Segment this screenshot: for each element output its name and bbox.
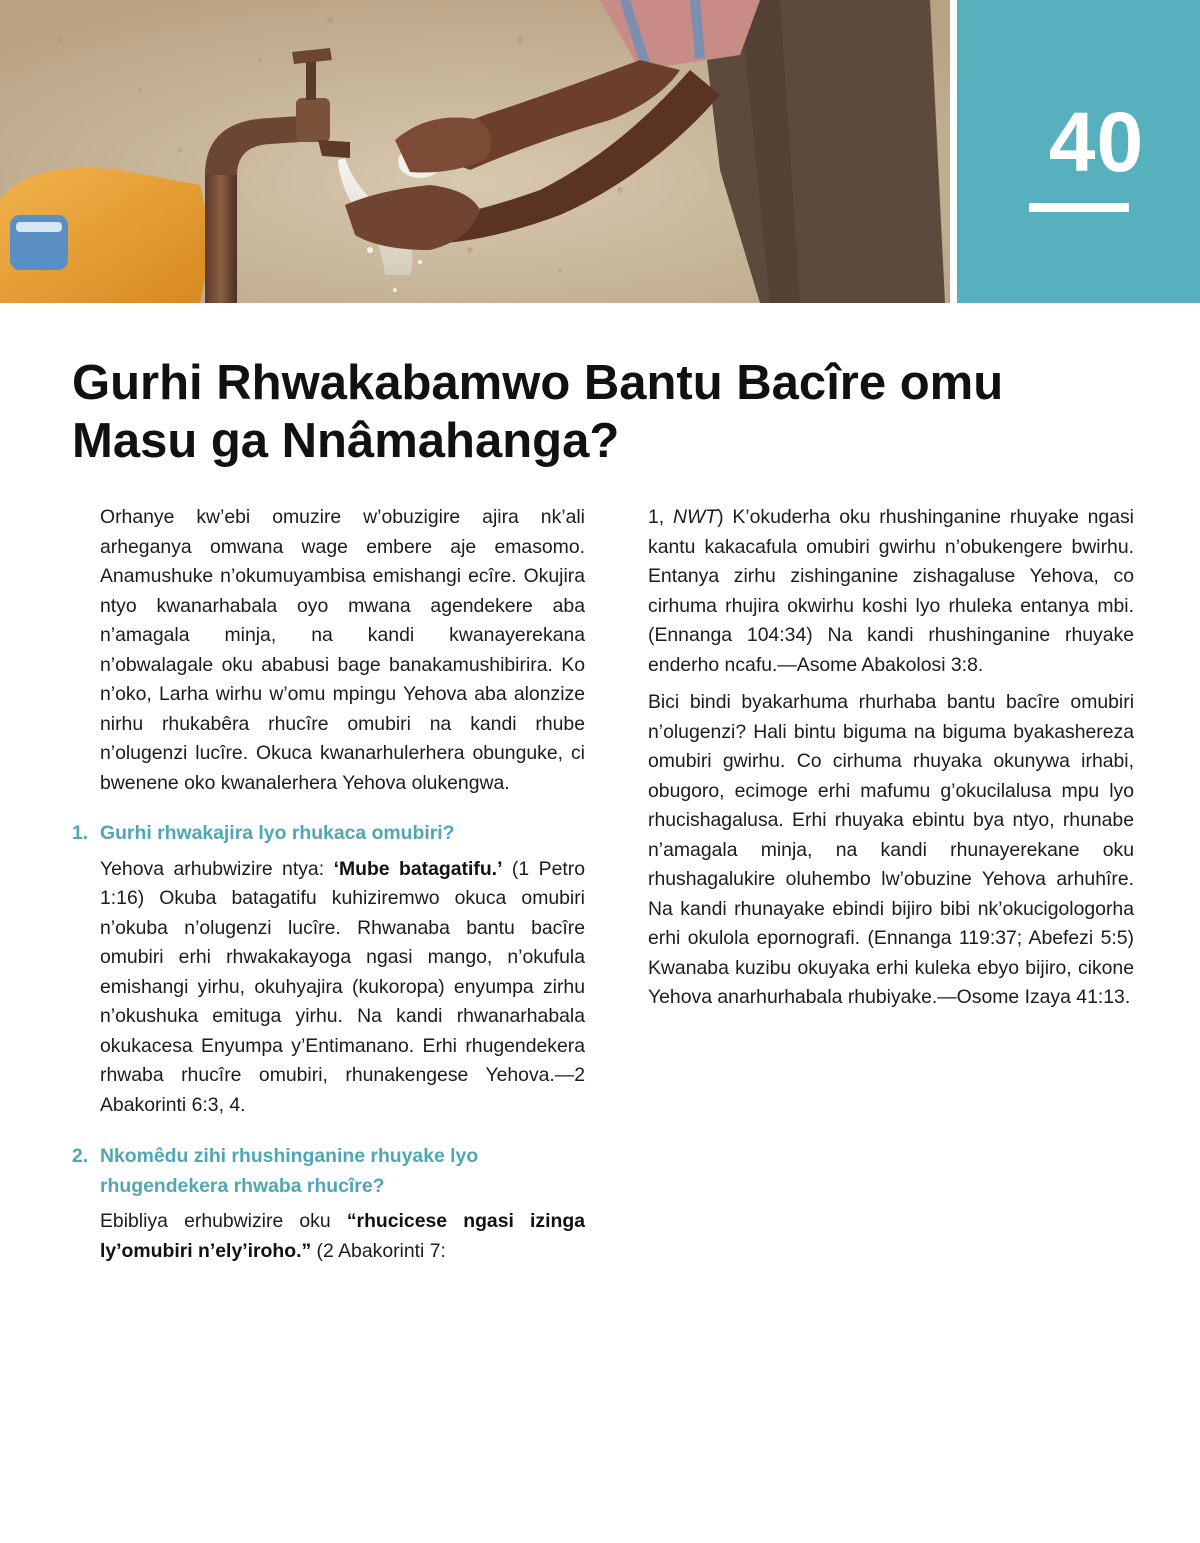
answer-1-quote: ‘Mube batagatifu.’ [333, 857, 503, 880]
answer-2-continuation [648, 503, 1134, 680]
answer-1-lead: Yehova arhubwizire ntya: [100, 857, 334, 880]
hands-washing-photo-illustration [0, 0, 950, 303]
answer-2-rest: (2 Abakorinti 7: [311, 1239, 446, 1262]
answer-1 [72, 855, 585, 1121]
page-title: Gurhi Rhwakabamwo Bantu Bacîre omu Masu ga Nnâmahanga? [72, 356, 1004, 468]
answer-2 [72, 1207, 585, 1266]
question-1-number: 1. [72, 822, 89, 844]
question-1-text: Gurhi rhwakajira lyo rhukaca omubiri? [100, 822, 455, 844]
answer-2-quote: “rhucicese ngasi izinga ly’omubiri n’ely’iroho.” [100, 1210, 585, 1262]
answer-2-lead: Ebibliya erhubwizire oku [100, 1210, 347, 1232]
continuation-end: ) K’okuderha oku rhushinganine rhuyake ngasi kantu kakacafula omubiri gwirhu n’obukengere bwirhu. Entanya zirhu zishinganine zishagaluse Yehova, co cirhuma rhujira okwirhu koshi lyo rhuleka entanya mbi. (Ennanga 104:34) Na kandi rhushinganine rhuyake enderho ncafu.—Asome Abakolosi 3:8. [648, 506, 1134, 676]
left-column [72, 503, 585, 1266]
chapter-rule [1029, 203, 1129, 212]
bible-version-label: NWT [672, 506, 718, 528]
answer-1-rest: (1 Petro 1:16) Okuba batagatifu kuhiziremwo okuca omubiri n’okuba n’olugenzi lucîre. Rhwanaba bantu bacîre omubiri erhi rhwakakayoga ngasi mango, n’okufula emishangi yirhu, okuhyajira (kukoropa) enyumpa zirhu n’okushuka emituga yirhu. Na kandi rhwanarhabala okukacesa Enyumpa y’Entimanano. Erhi rhugendekera rhwaba rhucîre omubiri, rhunakengese Yehova.—2 Abakorinti 6:3, 4. [100, 857, 585, 1116]
intro-paragraph: Orhanye kw’ebi omuzire w’obuzigire ajira nk’ali arheganya omwana wage embere aje emasomo. Anamushuke n’okumuyambisa emishangi ecîre. Okujira ntyo kwanarhabala oyo mwana agendekere aba n’amagala minja, na kandi kwanayerekana n’obwalagale oku ababusi bage banakamushibirira. Ko n’oko, Larha wirhu w’omu mpingu Yehova aba alonzize nirhu rhukabêra rhucîre omubiri na kandi rhube n’olugenzi lucîre. Okuca kwanarhulerhera obunguke, ci bwenene oko kwanalerhera Yehova olukengwa. [100, 506, 585, 794]
chapter-badge [957, 0, 1200, 303]
right-column [648, 503, 1134, 1013]
chapter-number: 40 [1048, 95, 1145, 189]
continuation-start: 1, [648, 506, 673, 528]
question-1 [72, 819, 585, 849]
question-2 [72, 1142, 585, 1201]
question-2-text: Nkomêdu zihi rhushinganine rhuyake lyo rhugendekera rhwaba rhucîre? [100, 1145, 479, 1197]
right-paragraph-2: Bici bindi byakarhuma rhurhaba bantu bacîre omubiri n’olugenzi? Hali bintu biguma na biguma byakashereza omubiri gwirhu. Co cirhuma rhuyaka okunywa irhabi, obugoro, ecimoge erhi mafumu g’okucilalusa mpu lyo rhucishagalusa. Erhi rhuyaka ebintu bya ntyo, rhunabe n’amagala minja, na kandi rhunayerekane oku rhushagalukire oluhembo lw’obuzine Yehova arhuhîre. Na kandi rhunayake ebindi bijiro bibi nk’okucigologorha erhi okulola epornografi. (Ennanga 119:37; Abefezi 5:5) Kwanaba kuzibu okuyaka erhi kuleka ebyo bijiro, cikone Yehova anarhurhabala rhubiyake.—Osome Izaya 41:13. [648, 691, 1134, 1008]
question-2-number: 2. [72, 1145, 89, 1167]
header-photo [0, 0, 950, 303]
